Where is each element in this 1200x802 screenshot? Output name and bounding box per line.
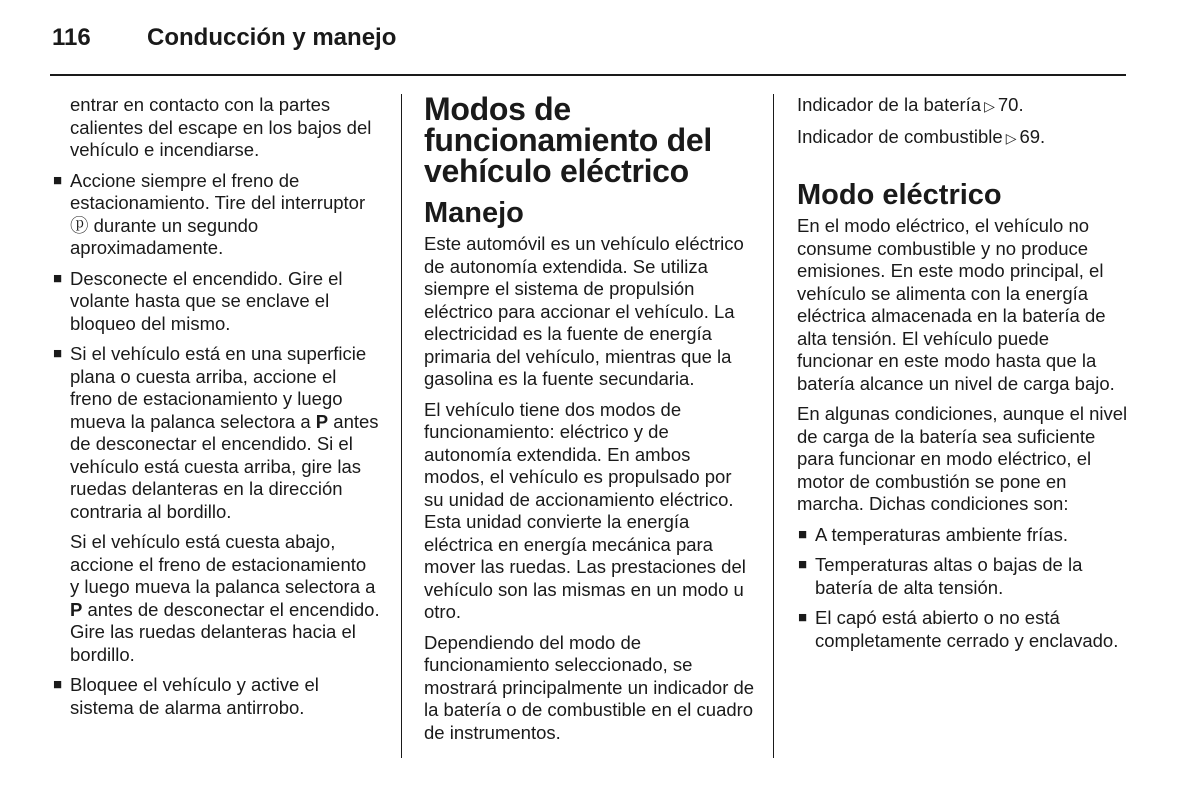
chapter-title: Conducción y manejo <box>147 24 397 51</box>
bullet-icon: ■ <box>798 556 808 573</box>
bullet-icon: ■ <box>53 269 63 287</box>
column-left <box>52 94 380 727</box>
bullet-icon: ■ <box>53 171 63 189</box>
list-item <box>52 170 380 260</box>
cross-reference: Indicador de la batería ▷ 70. <box>797 94 1129 118</box>
list-item-text: Si el vehículo está en una superficie plana o cuesta arriba, accione el freno de estacionamiento y luego mueva la palanca selectora a P antes de desconectar el encendido. Si el vehículo está cuesta arriba, gire las ruedas delanteras en la dirección contraria al bordillo. <box>70 343 379 522</box>
column-divider-1 <box>401 94 402 758</box>
list-item <box>797 554 1129 599</box>
list-item-text: Desconecte el encendido. Gire el volante hasta que se enclave el bloqueo del mismo. <box>70 267 343 334</box>
list-item <box>797 607 1129 652</box>
reference-link[interactable]: 69. <box>1019 125 1046 147</box>
bullet-icon: ■ <box>798 609 808 626</box>
paragraph: El vehículo tiene dos modos de funcionamiento: eléctrico y de autonomía extendida. En ambos modos, el vehículo es propulsado por su unidad de accionamiento eléctrico. Esta unidad convierte la energía eléctrica en energía mecánica para mover las ruedas. Las prestaciones del vehículo son las mismas en un modo u otro. <box>424 398 746 622</box>
paragraph: En algunas condiciones, aunque el nivel de carga de la batería sea suficiente para funcionar en modo eléctrico, el motor de combustión se pone en marcha. Dichas condiciones son: <box>797 403 1128 514</box>
subsection-title: Manejo <box>424 197 524 229</box>
subsection-title: Modo eléctrico <box>797 179 1002 211</box>
list-item <box>52 343 380 666</box>
list-item-text: Accione siempre el freno de estacionamiento. Tire del interruptor ⓟ durante un segundo aproximadamente. <box>70 169 366 258</box>
list-item-text: Bloquee el vehículo y active el sistema de alarma antirrobo. <box>70 674 319 718</box>
list-item-text: Temperaturas altas o bajas de la batería de alta tensión. <box>815 554 1083 598</box>
bullet-icon: ■ <box>53 345 63 362</box>
column-right <box>797 94 1129 660</box>
list-item <box>52 268 380 336</box>
list-item-text: A temperaturas ambiente frías. <box>815 523 1068 545</box>
column-middle <box>424 91 756 752</box>
reference-link[interactable]: 70. <box>997 94 1024 115</box>
page-reference-arrow-icon: ▷ <box>1005 129 1017 146</box>
bullet-icon: ■ <box>798 525 808 543</box>
paragraph: Este automóvil es un vehículo eléctrico de autonomía extendida. Se utiliza siempre el sistema de propulsión eléctrico para accionar el vehículo. La electricidad es la fuente de energía primaria del vehículo, mientras que la gasolina es la fuente secundaria. <box>424 233 744 389</box>
intro-paragraph: entrar en contacto con la partes calientes del escape en los bajos del vehículo e incendiarse. <box>70 94 372 160</box>
page-number: 116 <box>52 24 91 51</box>
list-item-text: El capó está abierto o no está completamente cerrado y enclavado. <box>815 607 1119 651</box>
page-header <box>52 24 396 64</box>
list-item <box>52 674 380 719</box>
bullet-icon: ■ <box>53 676 63 693</box>
page-reference-arrow-icon: ▷ <box>984 98 995 114</box>
section-title: Modos de funcionamiento del vehículo eléctrico <box>424 91 712 189</box>
safety-bullet-list <box>52 170 380 720</box>
conditions-bullet-list <box>797 524 1129 653</box>
header-divider <box>50 74 1126 76</box>
column-divider-2 <box>773 94 774 758</box>
paragraph: Dependiendo del modo de funcionamiento seleccionado, se mostrará principalmente un indicador de la batería o de combustible en el cuadro de instrumentos. <box>424 631 755 743</box>
cross-reference: Indicador de combustible ▷ 69. <box>797 126 1129 150</box>
list-item-continuation: Si el vehículo está cuesta abajo, accione el freno de estacionamiento y luego mueva la palanca selectora a P antes de desconectar el encendido. Gire las ruedas delanteras hacia el bordillo. <box>70 531 380 665</box>
paragraph: En el modo eléctrico, el vehículo no consume combustible y no produce emisiones. En este modo principal, el vehículo se alimenta con la energía eléctrica almacenada en la batería de alta tensión. El vehículo puede funcionar en este modo hasta que la batería alcance un nivel de carga bajo. <box>797 215 1115 394</box>
list-item <box>797 524 1129 547</box>
